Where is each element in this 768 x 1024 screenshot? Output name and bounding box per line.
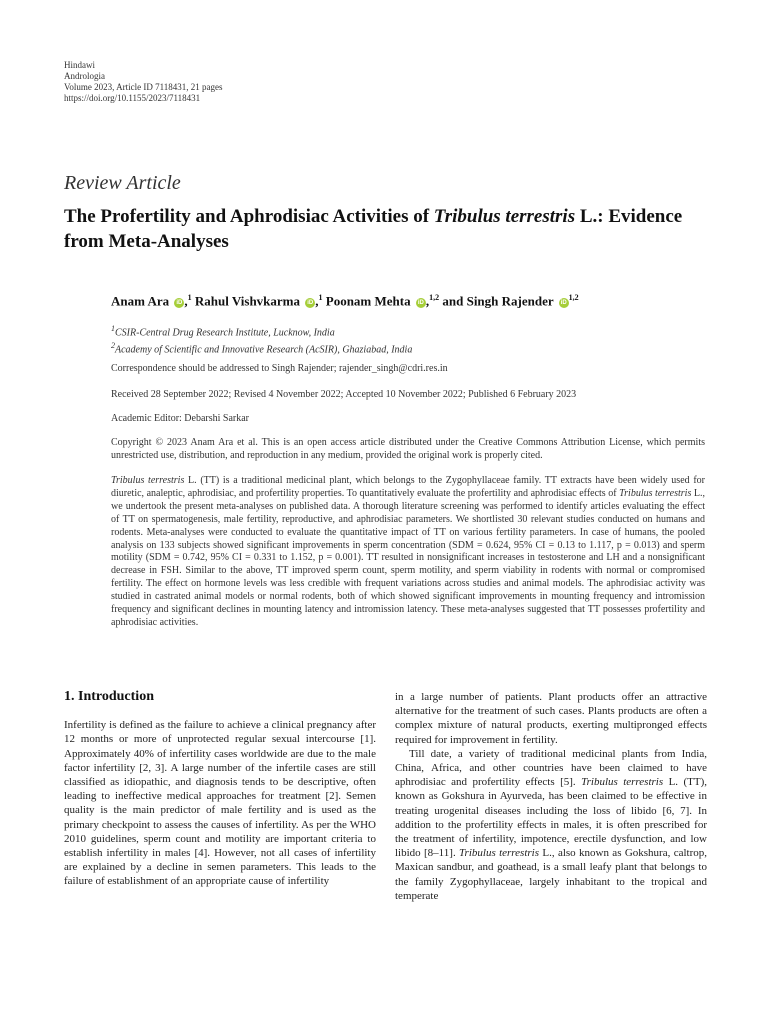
journal-header bbox=[64, 60, 222, 104]
affiliation-item: $^1$CSIR-Central Drug Research Institute, Lucknow, India bbox=[111, 324, 335, 339]
paper-title: The Profertility and Aphrodisiac Activities of Tribulus terrestris L.: Evidence from Meta-Analyses bbox=[64, 206, 683, 252]
paragraph: Infertility is defined as the failure to achieve a clinical pregnancy after 12 months or more of unprotected regular sexual intercourse [1]. Approximately 40% of infertility cases worldwide are due to the male factor infertility [2, 3]. A large number of the infertile cases are still classified as idiopathic, and diagnosis tends to be descriptive, often leading to ineffective medical approaches for treatment [2]. Semen quality is the main predictor of male fertility and is used as the primary checkpoint to assess the causes of infertility. As per the WHO 2010 guidelines, sperm count and motility are important criteria to establish infertility in males [4]. However, not all cases of infertility are explained by a decline in semen parameters. This leads to the failure of establishment of an appropriate cause of infertility bbox=[64, 719, 376, 888]
section-heading: 1. Introduction bbox=[64, 689, 154, 704]
doi-link[interactable]: https://doi.org/10.1155/2023/7118431 bbox=[64, 93, 201, 103]
body-column-right bbox=[395, 690, 707, 903]
author-list: Anam Ara iD ,$^1$ Rahul Vishvkarma iD ,$^1$ Poonam Mehta iD ,$^{1,2}$ and Singh Rajender iD$^{1,2}$ bbox=[111, 293, 579, 309]
correspondence: Correspondence should be addressed to Singh Rajender; rajender_singh@cdri.res.in bbox=[111, 363, 448, 374]
paragraph: in a large number of patients. Plant products offer an attractive alternative for the treatment of such cases. Plants products are often a complex mixture of natural products, exerting multipronged effects required for improvement in fertility. bbox=[395, 691, 707, 746]
academic-editor: Academic Editor: Debarshi Sarkar bbox=[111, 413, 250, 424]
orcid-icon[interactable]: iD bbox=[560, 300, 567, 307]
author-name: Anam Ara bbox=[111, 293, 170, 309]
journal-name: Andrologia bbox=[64, 71, 105, 81]
article-type: Review Article bbox=[64, 172, 181, 194]
affiliations bbox=[111, 322, 412, 357]
author-name: Singh Rajender bbox=[466, 293, 554, 309]
body-column-left bbox=[64, 690, 376, 889]
affiliation-item: $^2$Academy of Scientific and Innovative Research (AcSIR), Ghaziabad, India bbox=[111, 341, 413, 356]
orcid-icon[interactable]: iD bbox=[176, 300, 183, 307]
copyright-notice: Copyright © 2023 Anam Ara et al. This is an open access article distributed under the Creative Commons Attribution License, which permits unrestricted use, distribution, and reproduction in any medium, provided the original work is properly cited. bbox=[111, 437, 705, 461]
paragraph: Till date, a variety of traditional medicinal plants from India, China, Africa, and other countries have been claimed to have aphrodisiac and profertility effects [5]. Tribulus terrestris L. (TT), known as Gokshura in Ayurveda, has been claimed to be effective in treating urogenital diseases including the loss of libido [6, 7]. In addition to the profertility effects in males, it is often prescribed for the treatment of infertility, impotence, erectile dysfunction, and low libido [8–11]. Tribulus terrestris L., also known as Gokshura, caltrop, Maxican sandbur, and goathead, is a small leafy plant that belongs to the family Zygophyllaceae, largely inhabitant to the tropical and temperate bbox=[395, 747, 707, 902]
volume-info: Volume 2023, Article ID 7118431, 21 pages bbox=[64, 82, 223, 92]
orcid-icon[interactable]: iD bbox=[307, 300, 314, 307]
orcid-icon[interactable]: iD bbox=[417, 300, 424, 307]
author-name: Rahul Vishvkarma bbox=[194, 293, 301, 309]
author-connector: and bbox=[442, 293, 464, 309]
publisher-name: Hindawi bbox=[64, 60, 95, 70]
abstract: Tribulus terrestris L. (TT) is a traditional medicinal plant, which belongs to the Zygophyllaceae family. TT extracts have been widely used for diuretic, analeptic, aphrodisiac, and profertility properties. To quantitatively evaluate the profertility and aphrodisiac effects of Tribulus terrestris L., we undertook the present meta-analyses on published data. A thorough literature screening was performed to identify articles evaluating the effect of TT on spermatogenesis, male fertility, reproductive, and aphrodisiac parameters. We shortlisted 30 relevant studies conducted on humans and rodents. Meta-analyses were conducted to evaluate the quantitative impact of TT on various fertility parameters. In case of humans, the pooled analysis on 133 subjects showed significant improvements in sperm concentration (SDM = 0.624, 95% CI = 0.13 to 1.117, p = 0.013) and sperm motility (SDM = 0.742, 95% CI = 0.331 to 1.152, p = 0.001). TT resulted in nonsignificant increases in testosterone and LH and a nonsignificant decrease in FSH. Similar to the above, TT improved sperm count, sperm motility, and sperm viability in rodents with normal or compromised fertility. The effect on hormone levels was less credible with frequent variations across studies and animal models. The aphrodisiac activity was studied in castrated animal models or normal rodents, both of which showed significant improvements in mounting frequency and intromission frequency and significant declines in mounting latency and intromission latency. These meta-analyses suggested that TT possesses profertility and aphrodisiac activities. bbox=[111, 475, 706, 628]
author-name: Poonam Mehta bbox=[325, 293, 411, 309]
publication-dates: Received 28 September 2022; Revised 4 November 2022; Accepted 10 November 2022; Published 6 February 2023 bbox=[111, 389, 577, 400]
